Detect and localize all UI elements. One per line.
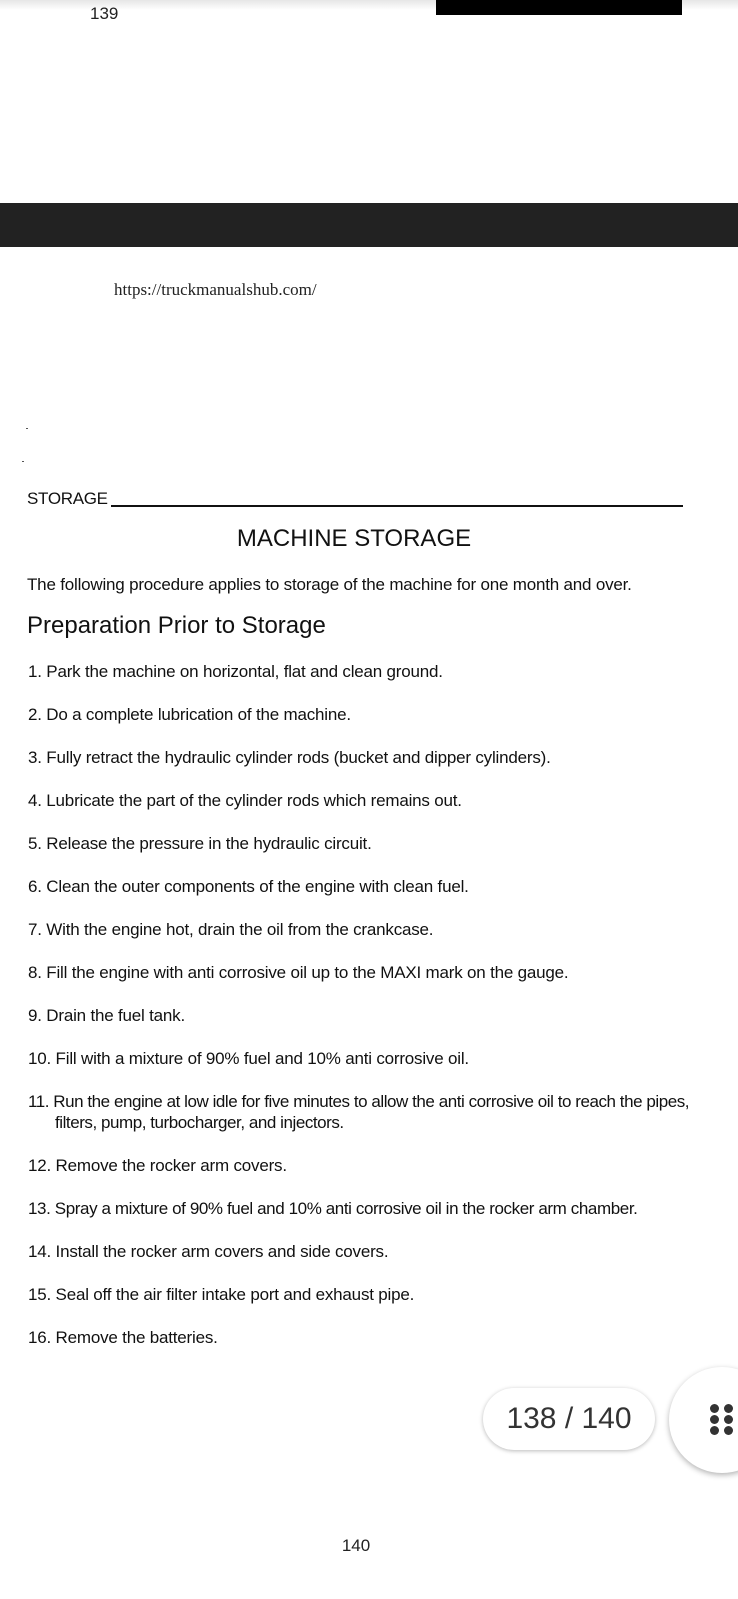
list-item (28, 833, 708, 854)
scan-speck (22, 461, 24, 462)
list-item (28, 1198, 708, 1219)
steps-list (28, 661, 708, 1370)
step-text: 8. Fill the engine with anti corrosive oil up to the MAXI mark on the gauge. (28, 963, 569, 982)
source-url: https://truckmanualshub.com/ (114, 280, 317, 299)
step-text: 2. Do a complete lubrication of the machine. (28, 705, 351, 724)
list-item (28, 1155, 708, 1176)
grid-dot (724, 1404, 733, 1413)
list-item (28, 790, 708, 811)
list-item (28, 1091, 720, 1133)
list-item (28, 1284, 708, 1305)
list-item (28, 876, 708, 897)
page-divider (0, 203, 738, 247)
grid-dot (710, 1415, 719, 1424)
list-item (28, 747, 708, 768)
step-text: 3. Fully retract the hydraulic cylinder rods (bucket and dipper cylinders). (28, 748, 551, 767)
list-item (28, 661, 708, 682)
subheading: Preparation Prior to Storage (27, 612, 326, 639)
list-item (28, 919, 708, 940)
list-item (28, 704, 708, 725)
list-item (28, 1241, 708, 1262)
step-text: 1. Park the machine on horizontal, flat and clean ground. (28, 662, 443, 681)
list-item (28, 962, 708, 983)
step-text: 9. Drain the fuel tank. (28, 1006, 185, 1025)
step-text: 11. Run the engine at low idle for five minutes to allow the anti corrosive oil to reach the pipes, filters, pump, turbocharger, and injectors. (28, 1092, 690, 1132)
page-indicator[interactable]: 138 / 140 (483, 1388, 655, 1450)
scan-speck (26, 428, 28, 429)
step-text: 15. Seal off the air filter intake port and exhaust pipe. (28, 1285, 415, 1304)
step-text: 5. Release the pressure in the hydraulic circuit. (28, 834, 372, 853)
step-text: 10. Fill with a mixture of 90% fuel and 10% anti corrosive oil. (28, 1049, 469, 1068)
step-text: 13. Spray a mixture of 90% fuel and 10% anti corrosive oil in the rocker arm chamber. (28, 1199, 638, 1218)
section-label: STORAGE (27, 489, 108, 508)
step-text: 14. Install the rocker arm covers and side covers. (28, 1242, 389, 1261)
page-title: MACHINE STORAGE (236, 525, 472, 552)
grid-dot (724, 1426, 733, 1435)
section-header (27, 489, 683, 509)
previous-page-number: 139 (90, 4, 119, 23)
grid-dot (710, 1426, 719, 1435)
section-rule (111, 505, 683, 507)
page-number: 140 (341, 1536, 371, 1555)
grid-dots-icon[interactable] (710, 1404, 734, 1436)
redaction-bar (436, 0, 682, 15)
intro-paragraph: The following procedure applies to storage of the machine for one month and over. (27, 575, 632, 594)
grid-dot (710, 1404, 719, 1413)
list-item (28, 1327, 708, 1348)
list-item (28, 1005, 708, 1026)
step-text: 16. Remove the batteries. (28, 1328, 218, 1347)
grid-dot (724, 1415, 733, 1424)
step-text: 7. With the engine hot, drain the oil from the crankcase. (28, 920, 434, 939)
list-item (28, 1048, 708, 1069)
step-text: 4. Lubricate the part of the cylinder rods which remains out. (28, 791, 462, 810)
step-text: 6. Clean the outer components of the engine with clean fuel. (28, 877, 469, 896)
step-text: 12. Remove the rocker arm covers. (28, 1156, 287, 1175)
